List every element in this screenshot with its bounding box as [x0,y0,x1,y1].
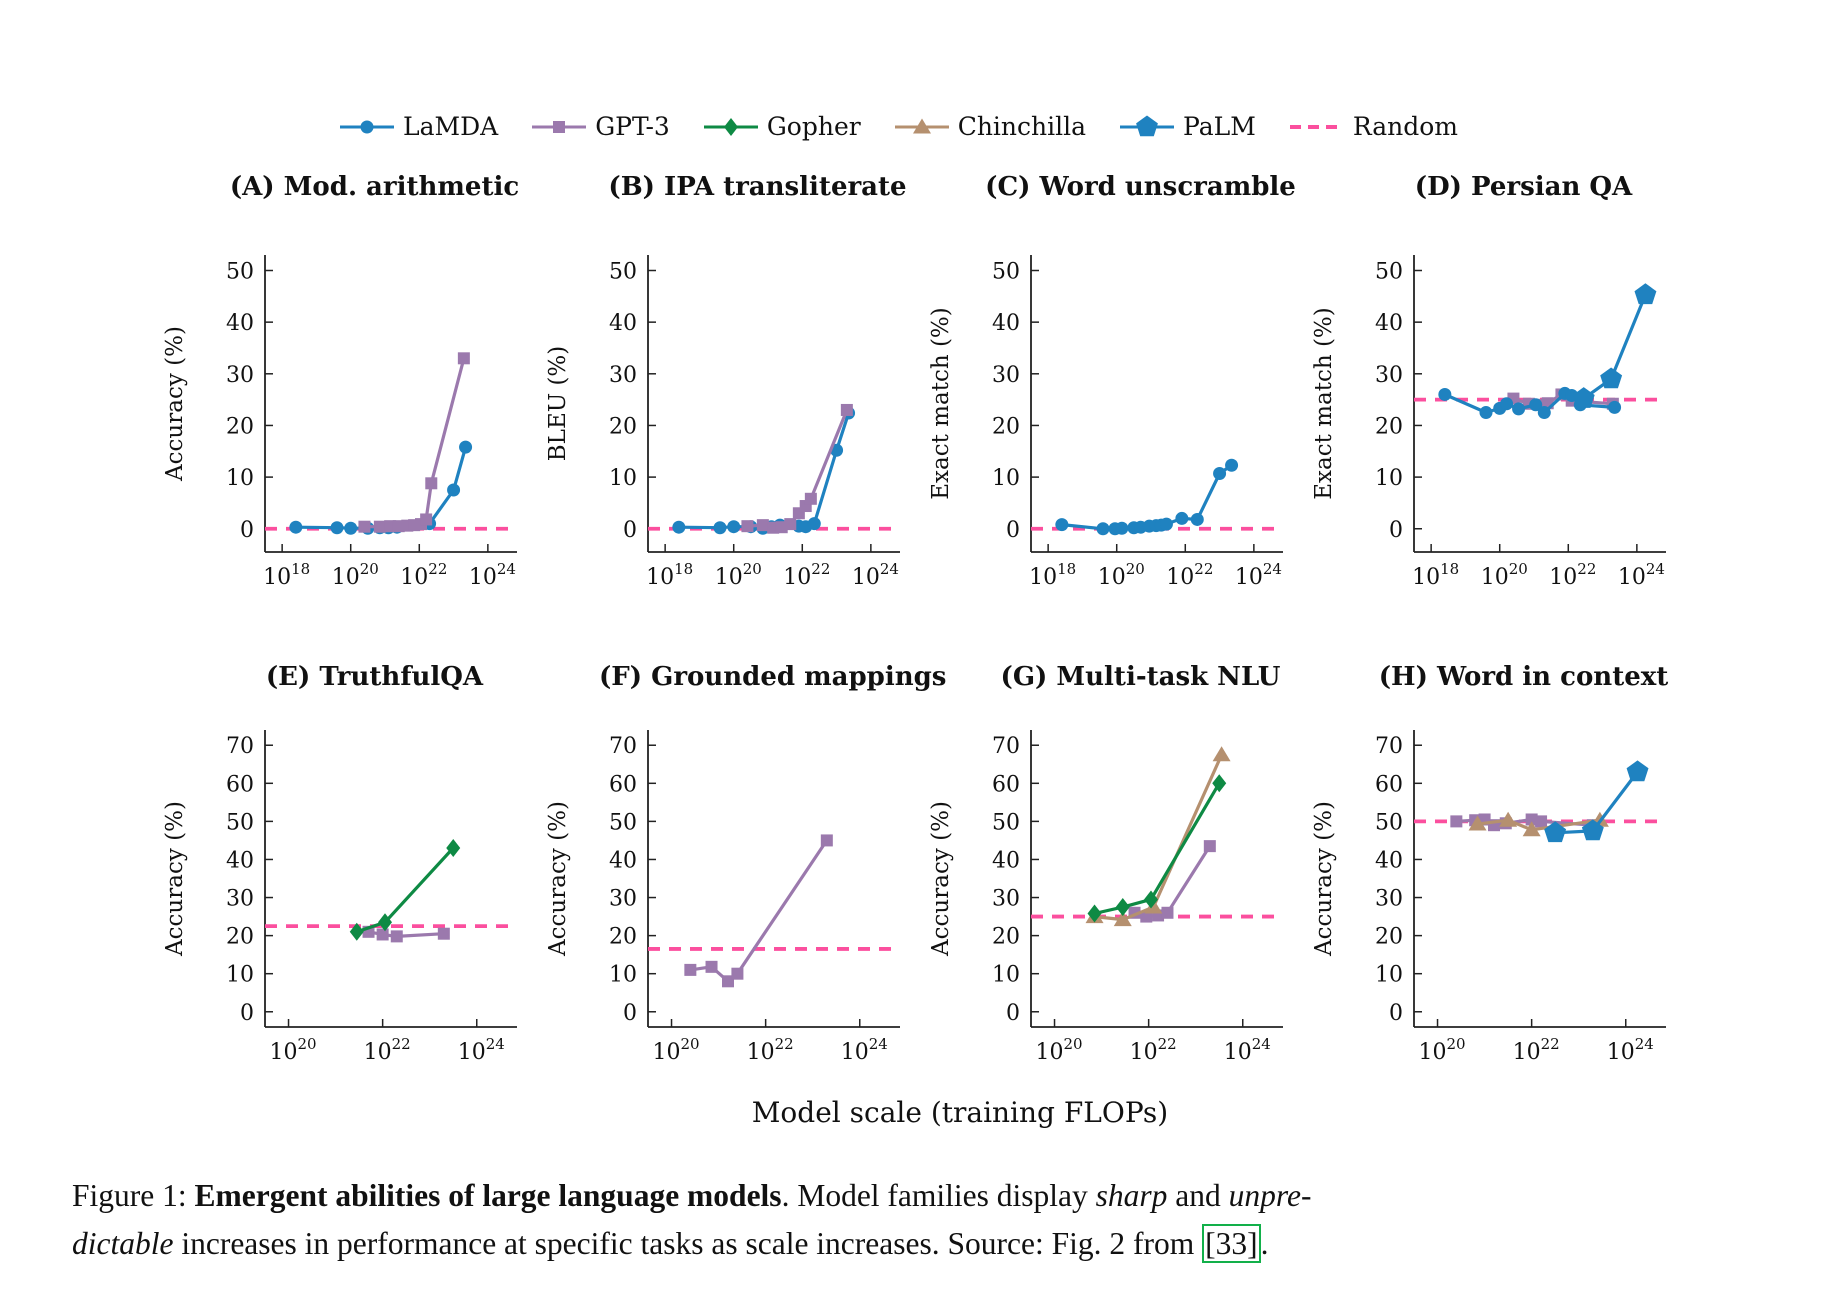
panel-b-ipa-transliterate [533,160,916,590]
svg-text:0: 0 [1006,517,1020,543]
caption-text: unpre- [1228,1178,1312,1213]
svg-text:1020: $10^{20}$ [269,1035,317,1065]
panel-a-mod-arithmetic [150,160,533,590]
svg-text:20: 20 [226,414,254,440]
svg-text:1022: $10^{22}$ [400,560,448,590]
svg-text:20: 20 [226,924,254,950]
svg-text:50: 50 [609,810,637,836]
svg-text:1020: $10^{20}$ [1097,560,1145,590]
svg-text:1020: $10^{20}$ [1035,1035,1083,1065]
svg-text:1022: $10^{22}$ [1549,560,1597,590]
svg-text:10: 10 [226,962,254,988]
svg-text:1018: $10^{18}$ [1412,560,1460,590]
caption-text: increases in performance at specific tasks as scale increases. Source: Fig. 2 from [173,1226,1203,1261]
svg-text:Accuracy (%): Accuracy (%) [928,801,954,956]
svg-text:0: 0 [1389,517,1403,543]
svg-text:1024: $10^{24}$ [457,1035,505,1065]
svg-text:0: 0 [1006,1000,1020,1026]
svg-text:40: 40 [226,311,254,337]
caption-line [72,1172,1532,1220]
svg-text:1024: $10^{24}$ [840,1035,888,1065]
svg-text:20: 20 [1375,414,1403,440]
svg-text:0: 0 [240,517,254,543]
svg-text:30: 30 [609,886,637,912]
svg-text:50: 50 [992,810,1020,836]
svg-text:1022: $10^{22}$ [1129,1035,1177,1065]
caption-text: sharp [1095,1178,1168,1213]
panel-title: (F) Grounded mappings [599,662,947,692]
svg-text:40: 40 [609,848,637,874]
svg-text:40: 40 [992,311,1020,337]
panel-title: (G) Multi-task NLU [1000,662,1281,692]
svg-text:1018: $10^{18}$ [263,560,311,590]
svg-text:70: 70 [992,734,1020,760]
svg-text:70: 70 [1375,734,1403,760]
svg-text:20: 20 [1375,924,1403,950]
panel-title: (E) TruthfulQA [265,662,484,692]
svg-text:1018: $10^{18}$ [1029,560,1077,590]
svg-text:40: 40 [992,848,1020,874]
svg-text:60: 60 [609,772,637,798]
dash-legend-marker-icon [1288,115,1346,139]
svg-text:20: 20 [992,924,1020,950]
svg-text:50: 50 [1375,259,1403,285]
multi-task-nlu-chart [916,715,1299,1065]
panel-c-word-unscramble [916,160,1299,590]
svg-text:50: 50 [609,259,637,285]
svg-text:Accuracy (%): Accuracy (%) [162,801,188,956]
svg-text:70: 70 [226,734,254,760]
panel-h-word-in-context [1299,650,1682,1065]
svg-text:30: 30 [226,362,254,388]
svg-text:1024: $10^{24}$ [1606,1035,1654,1065]
svg-text:30: 30 [1375,362,1403,388]
svg-text:10: 10 [226,466,254,492]
svg-text:1020: $10^{20}$ [1480,560,1528,590]
subplot-row-bottom [150,650,1682,1065]
svg-text:1022: $10^{22}$ [1512,1035,1560,1065]
panel-g-multi-task-nlu [916,650,1299,1065]
svg-text:40: 40 [1375,848,1403,874]
subplot-row-top [150,160,1682,590]
legend-label: Gopher [766,112,861,141]
legend-label: Random [1352,112,1458,141]
svg-text:1024: $10^{24}$ [1223,1035,1271,1065]
svg-text:1022: $10^{22}$ [1166,560,1214,590]
legend-item-gopher [702,112,861,141]
panel-title: (C) Word unscramble [985,172,1296,202]
legend-label: Chinchilla [957,112,1087,141]
svg-text:0: 0 [623,517,637,543]
grounded-mappings-chart [533,715,916,1065]
panel-f-grounded-mappings [533,650,947,1065]
caption-text: . Model families display [781,1178,1096,1213]
svg-text:1022: $10^{22}$ [783,560,831,590]
pentagon-legend-marker-icon [1118,115,1176,139]
svg-text:1018: $10^{18}$ [646,560,694,590]
mod-arithmetic-chart [150,240,533,590]
svg-text:Exact match (%): Exact match (%) [1311,307,1337,500]
svg-text:10: 10 [992,962,1020,988]
legend-label: PaLM [1183,112,1256,141]
svg-text:Exact match (%): Exact match (%) [928,307,954,500]
svg-text:1020: $10^{20}$ [1418,1035,1466,1065]
square-legend-marker-icon [530,115,588,139]
figure-caption [72,1172,1532,1268]
svg-text:1022: $10^{22}$ [363,1035,411,1065]
svg-text:20: 20 [992,414,1020,440]
svg-text:0: 0 [623,1000,637,1026]
legend-item-palm [1118,112,1256,141]
svg-text:1020: $10^{20}$ [652,1035,700,1065]
caption-text: . [1260,1226,1269,1261]
svg-text:Accuracy (%): Accuracy (%) [1311,801,1337,956]
svg-text:30: 30 [992,362,1020,388]
legend-label: LaMDA [403,112,499,141]
caption-line [72,1220,1532,1268]
svg-text:70: 70 [609,734,637,760]
panel-title: (A) Mod. arithmetic [229,172,520,202]
panel-title: (D) Persian QA [1414,172,1633,202]
svg-text:40: 40 [1375,311,1403,337]
svg-text:50: 50 [1375,810,1403,836]
svg-text:0: 0 [240,1000,254,1026]
caption-text: Emergent abilities of large language models [194,1178,782,1213]
diamond-legend-marker-icon [702,115,760,139]
svg-text:10: 10 [1375,466,1403,492]
legend-label: GPT-3 [595,112,670,141]
svg-text:Accuracy (%): Accuracy (%) [162,326,188,481]
chart-legend [338,112,1458,141]
citation-link[interactable]: [33] [1202,1224,1260,1263]
panel-e-truthfulqa [150,650,533,1065]
svg-text:10: 10 [1375,962,1403,988]
svg-text:1020: $10^{20}$ [714,560,762,590]
svg-text:1024: $10^{24}$ [468,560,516,590]
panel-d-persian-qa [1299,160,1682,590]
x-axis-label: Model scale (training FLOPs) [751,1096,1169,1129]
svg-text:50: 50 [992,259,1020,285]
legend-item-random [1288,112,1458,141]
svg-text:60: 60 [1375,772,1403,798]
legend-item-gpt-3 [530,112,670,141]
panel-title: (B) IPA transliterate [608,172,907,202]
word-in-context-chart [1299,715,1682,1065]
svg-text:30: 30 [609,362,637,388]
circle-legend-marker-icon [338,115,396,139]
legend-item-lamda [338,112,498,141]
svg-text:30: 30 [1375,886,1403,912]
svg-text:1024: $10^{24}$ [1234,560,1282,590]
svg-text:10: 10 [609,466,637,492]
caption-text: dictable [72,1226,174,1261]
svg-text:1020: $10^{20}$ [331,560,379,590]
svg-text:40: 40 [226,848,254,874]
svg-text:30: 30 [992,886,1020,912]
svg-text:60: 60 [226,772,254,798]
persian-qa-chart [1299,240,1682,590]
svg-text:50: 50 [226,810,254,836]
legend-item-chinchilla [893,112,1086,141]
svg-text:10: 10 [609,962,637,988]
ipa-transliterate-chart [533,240,916,590]
svg-text:40: 40 [609,311,637,337]
svg-text:1024: $10^{24}$ [851,560,899,590]
svg-text:20: 20 [609,414,637,440]
word-unscramble-chart [916,240,1299,590]
svg-text:0: 0 [1389,1000,1403,1026]
triangle-legend-marker-icon [893,115,951,139]
svg-text:30: 30 [226,886,254,912]
caption-text: Figure 1: [72,1178,195,1213]
panel-title: (H) Word in context [1378,662,1669,692]
svg-text:Accuracy (%): Accuracy (%) [545,801,571,956]
svg-text:1022: $10^{22}$ [746,1035,794,1065]
truthfulqa-chart [150,715,533,1065]
svg-text:1024: $10^{24}$ [1617,560,1665,590]
svg-text:50: 50 [226,259,254,285]
caption-text: and [1167,1178,1229,1213]
svg-text:60: 60 [992,772,1020,798]
svg-text:20: 20 [609,924,637,950]
svg-text:BLEU (%): BLEU (%) [545,345,571,462]
svg-text:10: 10 [992,466,1020,492]
